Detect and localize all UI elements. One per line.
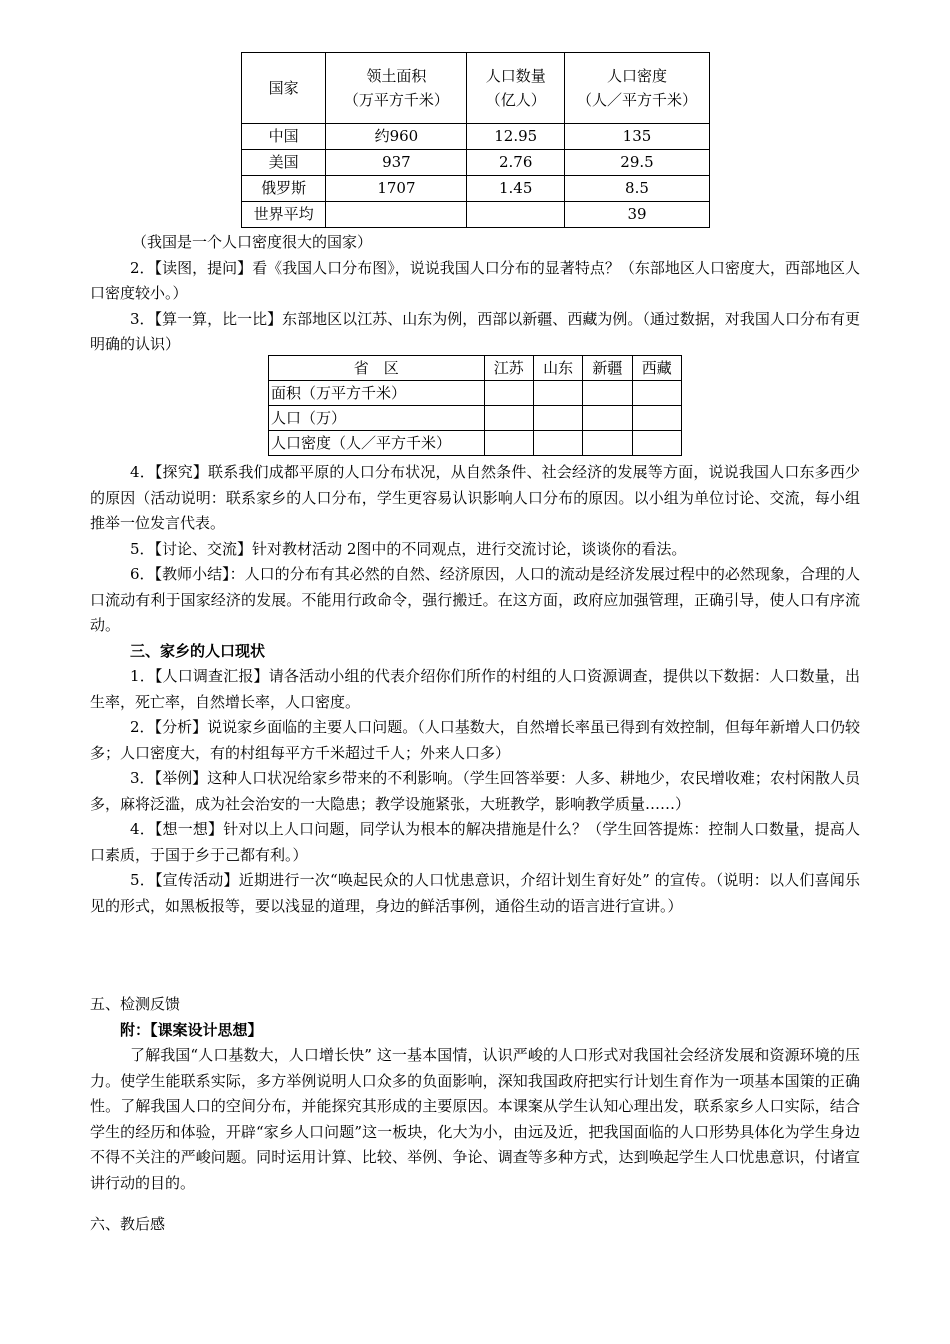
table-header-cell [564,53,709,124]
table-header-cell: 西藏 [632,356,681,381]
table-header-cell: 省 区 [269,356,485,381]
header-density: 人口密度 （人／平方千米） [576,67,697,109]
paragraph: 5．【宣传活动】近期进行一次“唤起民众的人口忧患意识，介绍计划生育好处” 的宣传。（说明：以人们喜闻乐见的形式，如黑板报等，要以浅显的道理，身边的鲜活事例，通俗生动的语言进行宣讲。） [90,871,860,915]
table-cell: 135 [564,124,709,150]
table-row [269,356,682,381]
table-row [269,406,682,431]
table-row [242,202,710,228]
paragraph: 1．【人口调查汇报】请各活动小组的代表介绍你们所作的村组的人口资源调查，提供以下数据：人口数量，出生率，死亡率，自然增长率，人口密度。 [90,667,860,711]
table-header-cell: 江苏 [484,356,533,381]
table-cell [467,202,565,228]
text-block-4 [90,1212,860,1238]
table-cell [533,431,582,456]
table-header-cell: 新疆 [583,356,632,381]
table-cell: 俄罗斯 [242,176,326,202]
table-row-label: 面积（万平方千米） [269,381,485,406]
note-paragraph: （我国是一个人口密度很大的国家） [132,233,373,251]
table-row [269,431,682,456]
text-block-1 [90,230,860,358]
table-cell: 29.5 [564,150,709,176]
table-row [242,124,710,150]
section-title: 六、教后感 [90,1215,166,1233]
table-cell: 2.76 [467,150,565,176]
table-cell [484,381,533,406]
table-cell: 937 [326,150,467,176]
paragraph: 3．【算一算，比一比】东部地区以江苏、山东为例，西部以新疆、西藏为例。（通过数据，对我国人口分布有更明确的认识） [90,309,860,353]
table-row-label: 人口密度（人／平方千米） [269,431,485,456]
table-row-label: 人口（万） [269,406,485,431]
table-cell: 约960 [326,124,467,150]
table-cell [533,381,582,406]
text-block-3 [90,992,860,1196]
table-cell: 8.5 [564,176,709,202]
table-cell: 1.45 [467,176,565,202]
paragraph: 了解我国“人口基数大，人口增长快” 这一基本国情，认识严峻的人口形式对我国社会经济发展和资源环境的压力。使学生能联系实际，多方举例说明人口众多的负面影响，深知我国政府把实行计划生育作为一项基本国策的正确性。了解我国人口的空间分布，并能探究其形成的主要原因。本课案从学生认知心理出发，联系家乡人口实际，结合学生的经历和体验，开辟“家乡人口问题”这一板块，化大为小，由远及近，把我国面临的人口形势具体化为学生身边不得不关注的严峻问题。同时运用计算、比较、举例、争论、调查等多种方式，达到唤起学生人口忧患意识，付诸宣讲行动的目的。 [90,1046,860,1192]
country-density-table [241,52,710,228]
table-cell [583,381,632,406]
paragraph: 2．【分析】说说家乡面临的主要人口问题。（人口基数大，自然增长率虽已得到有效控制，但每年新增人口仍较多；人口密度大，有的村组每平方千米超过千人；外来人口多） [90,718,860,762]
table-cell [632,431,681,456]
section-title: 三、家乡的人口现状 [130,641,266,660]
table-cell: 美国 [242,150,326,176]
table-row [242,150,710,176]
table-cell: 1707 [326,176,467,202]
table-cell [632,406,681,431]
paragraph: 5．【讨论、交流】针对教材活动 2图中的不同观点，进行交流讨论，谈谈你的看法。 [130,539,687,558]
table-cell [533,406,582,431]
table-header-cell [242,53,326,124]
paragraph: 3．【举例】这种人口状况给家乡带来的不利影响。（学生回答举要：人多、耕地少，农民增收难；农村闲散人员多，麻将泛滥，成为社会治安的一大隐患；教学设施紧张，大班教学，影响教学质量……） [90,769,860,813]
province-compare-table [268,355,682,456]
table-cell [583,406,632,431]
table-cell [632,381,681,406]
table-cell: 12.95 [467,124,565,150]
paragraph: 6．【教师小结】：人口的分布有其必然的自然、经济原因，人口的流动是经济发展过程中的必然现象，合理的人口流动有利于国家经济的发展。不能用行政命令，强行搬迁。在这方面，政府应加强管理，正确引导，使人口有序流动。 [90,565,860,634]
table-cell [484,406,533,431]
table-cell [484,431,533,456]
table-cell: 世界平均 [242,202,326,228]
paragraph: 4．【探究】联系我们成都平原的人口分布状况，从自然条件、社会经济的发展等方面，说说我国人口东多西少的原因（活动说明：联系家乡的人口分布，学生更容易认识影响人口分布的原因。以小组为单位讨论、交流，每小组推举一位发言代表。 [90,463,860,532]
table-header-cell [467,53,565,124]
paragraph: 2．【读图，提问】看《我国人口分布图》，说说我国人口分布的显著特点？（东部地区人口密度大，西部地区人口密度较小。） [90,258,860,302]
section-title: 五、检测反馈 [90,995,181,1013]
table-cell [326,202,467,228]
paragraph: 4．【想一想】针对以上人口问题，同学认为根本的解决措施是什么？（学生回答提炼：控制人口数量，提高人口素质，于国于乡于己都有利。） [90,820,860,864]
text-block-2 [90,460,860,919]
table-header-cell: 山东 [533,356,582,381]
table-row [269,381,682,406]
table-cell [583,431,632,456]
header-population: 人口数量 （亿人） [485,67,546,109]
header-country: 国家 [268,79,299,97]
appendix-title: 附：【课案设计思想】 [120,1020,263,1039]
table-row [242,176,710,202]
table-cell: 中国 [242,124,326,150]
header-area: 领土面积 （万平方千米） [343,67,449,109]
table-cell: 39 [564,202,709,228]
table-header-cell [326,53,467,124]
